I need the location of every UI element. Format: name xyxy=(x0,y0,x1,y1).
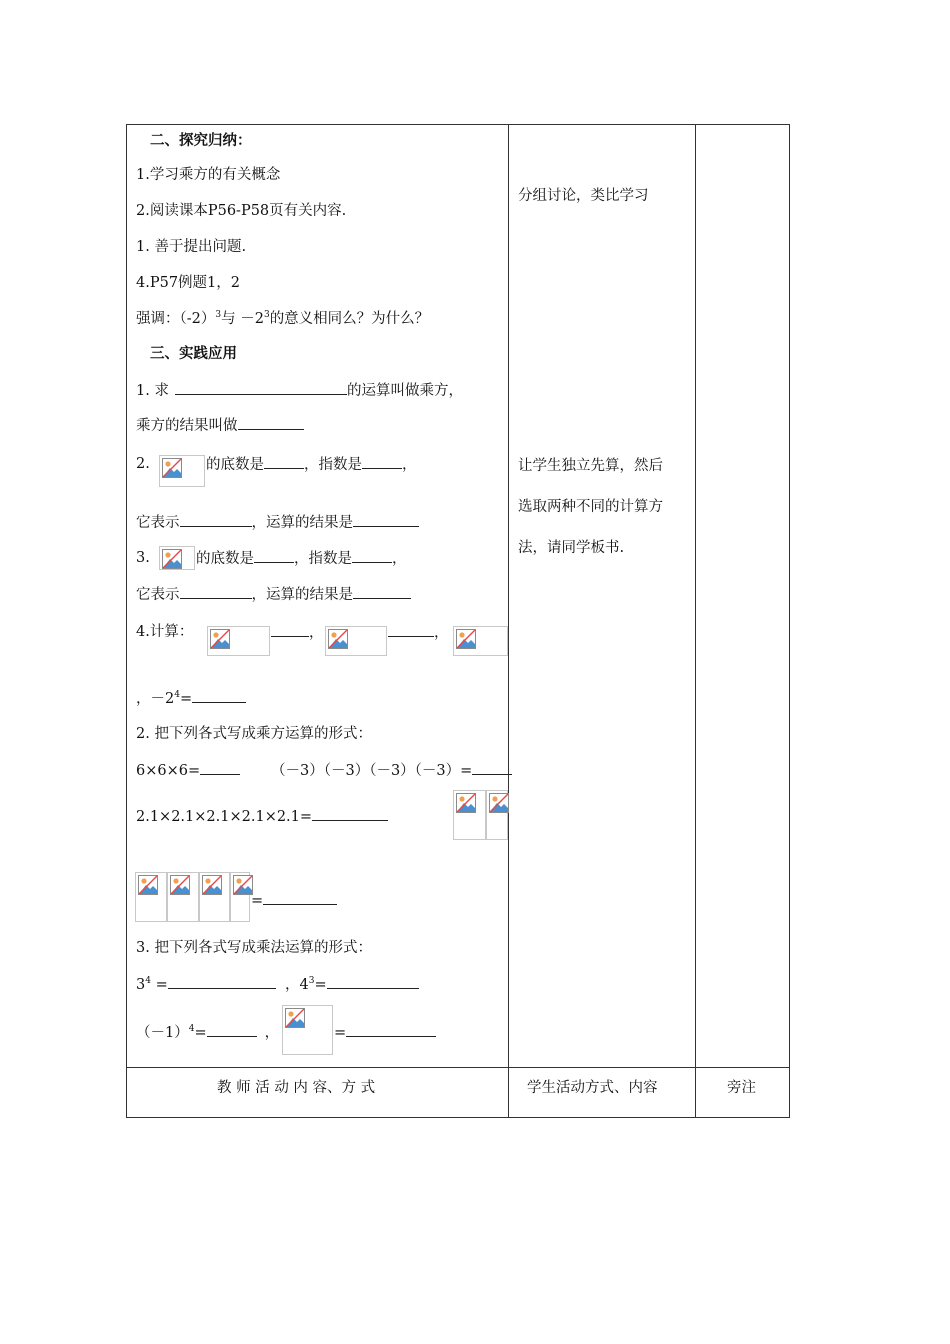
formula-image-p3 xyxy=(282,1005,333,1055)
section-3-title: 三、实践应用 xyxy=(150,345,237,362)
formula-image-p2-1 xyxy=(453,790,486,840)
question-4-blank-1: ， xyxy=(271,622,324,643)
student-activity-note-2-line-1: 让学生独立先算，然后 xyxy=(518,458,663,474)
practice-3-item-2: ，$4^3=$ xyxy=(285,974,419,995)
practice-2-item-2: （－3）（－3）（－3）（－3）= xyxy=(271,760,512,781)
formula-image-q4-3 xyxy=(453,626,508,656)
broken-image-icon xyxy=(328,629,348,649)
question-2-line-2: 它表示 ，运算的结果是 xyxy=(136,512,419,533)
question-3-line-1: 的底数是 ，指数是 ， xyxy=(196,548,407,569)
question-4-line-2: ，$-2^4=$ xyxy=(136,688,246,709)
question-4-label: 4.计算： xyxy=(136,624,194,640)
practice-2-title: 2. 把下列各式写成乘方运算的形式： xyxy=(136,726,372,742)
formula-image-q4-1 xyxy=(207,626,270,656)
question-2-line-1: 的底数是 ，指数是 ， xyxy=(206,454,417,475)
question-4-blank-2: ， xyxy=(388,622,449,643)
table-border-bottom xyxy=(126,1117,790,1118)
question-2-number: 2. xyxy=(136,456,150,472)
formula-image-p2-2 xyxy=(486,790,508,840)
section-2-title: 二、探究归纳： xyxy=(150,132,252,149)
practice-2-item-3: 2.1×2.1×2.1×2.1×2.1= xyxy=(136,806,388,827)
practice-3-item-1: $3^4$ = xyxy=(136,974,276,995)
table-column-divider-1 xyxy=(508,124,509,1118)
table-border-top xyxy=(126,124,790,125)
practice-2-item-1: 6×6×6= xyxy=(136,760,240,781)
question-1-line-1: 1. 求 的运算叫做乘方， xyxy=(136,380,463,401)
practice-3-item-4: = xyxy=(334,1022,436,1043)
broken-image-icon xyxy=(285,1008,305,1028)
table-border-right xyxy=(789,124,790,1118)
formula-image-q3 xyxy=(159,546,195,570)
broken-image-icon xyxy=(489,793,509,813)
question-1-line-2: 乘方的结果叫做 xyxy=(136,415,304,436)
emphasis-line: 强调：$(-2)^3$与 $-2^3$的意义相同么？为什么？ xyxy=(136,310,430,327)
student-activity-note-2-line-2: 选取两种不同的计算方 xyxy=(518,499,663,515)
student-activity-note-1: 分组讨论，类比学习 xyxy=(518,188,649,204)
question-3-number: 3. xyxy=(136,550,150,566)
question-3-line-2: 它表示 ，运算的结果是 xyxy=(136,584,411,605)
table-border-left xyxy=(126,124,127,1118)
formula-image-p2-4 xyxy=(167,872,199,922)
broken-image-icon xyxy=(210,629,230,649)
broken-image-icon xyxy=(170,875,190,895)
practice-2-item-4: = xyxy=(251,890,337,911)
formula-image-q4-2 xyxy=(325,626,387,656)
formula-image-p2-3 xyxy=(135,872,167,922)
broken-image-icon xyxy=(202,875,222,895)
section-2-item-1: 1.学习乘方的有关概念 xyxy=(136,167,281,183)
table-divider-footer xyxy=(126,1067,790,1068)
broken-image-icon xyxy=(162,458,182,478)
section-2-item-4: 4.P57例题1，2 xyxy=(136,275,240,291)
formula-image-p2-5 xyxy=(199,872,230,922)
broken-image-icon xyxy=(456,629,476,649)
formula-image-p2-6 xyxy=(230,872,250,922)
student-activity-note-2-line-3: 法，请同学板书. xyxy=(518,540,625,556)
practice-3-item-3: $(-1)^4=$ ， xyxy=(136,1024,280,1041)
broken-image-icon xyxy=(162,549,182,569)
broken-image-icon xyxy=(138,875,158,895)
footer-teacher-activity: 教 师 活 动 内 容、方 式 xyxy=(217,1080,376,1096)
practice-3-title: 3. 把下列各式写成乘法运算的形式： xyxy=(136,940,372,956)
section-2-item-3: 1. 善于提出问题. xyxy=(136,239,247,255)
broken-image-icon xyxy=(456,793,476,813)
table-column-divider-2 xyxy=(695,124,696,1118)
footer-student-activity: 学生活动方式、内容 xyxy=(527,1080,658,1096)
footer-side-note: 旁注 xyxy=(727,1080,756,1096)
section-2-item-2: 2.阅读课本P56-P58页有关内容. xyxy=(136,203,347,219)
broken-image-icon xyxy=(233,875,253,895)
formula-image-q2 xyxy=(159,455,205,487)
